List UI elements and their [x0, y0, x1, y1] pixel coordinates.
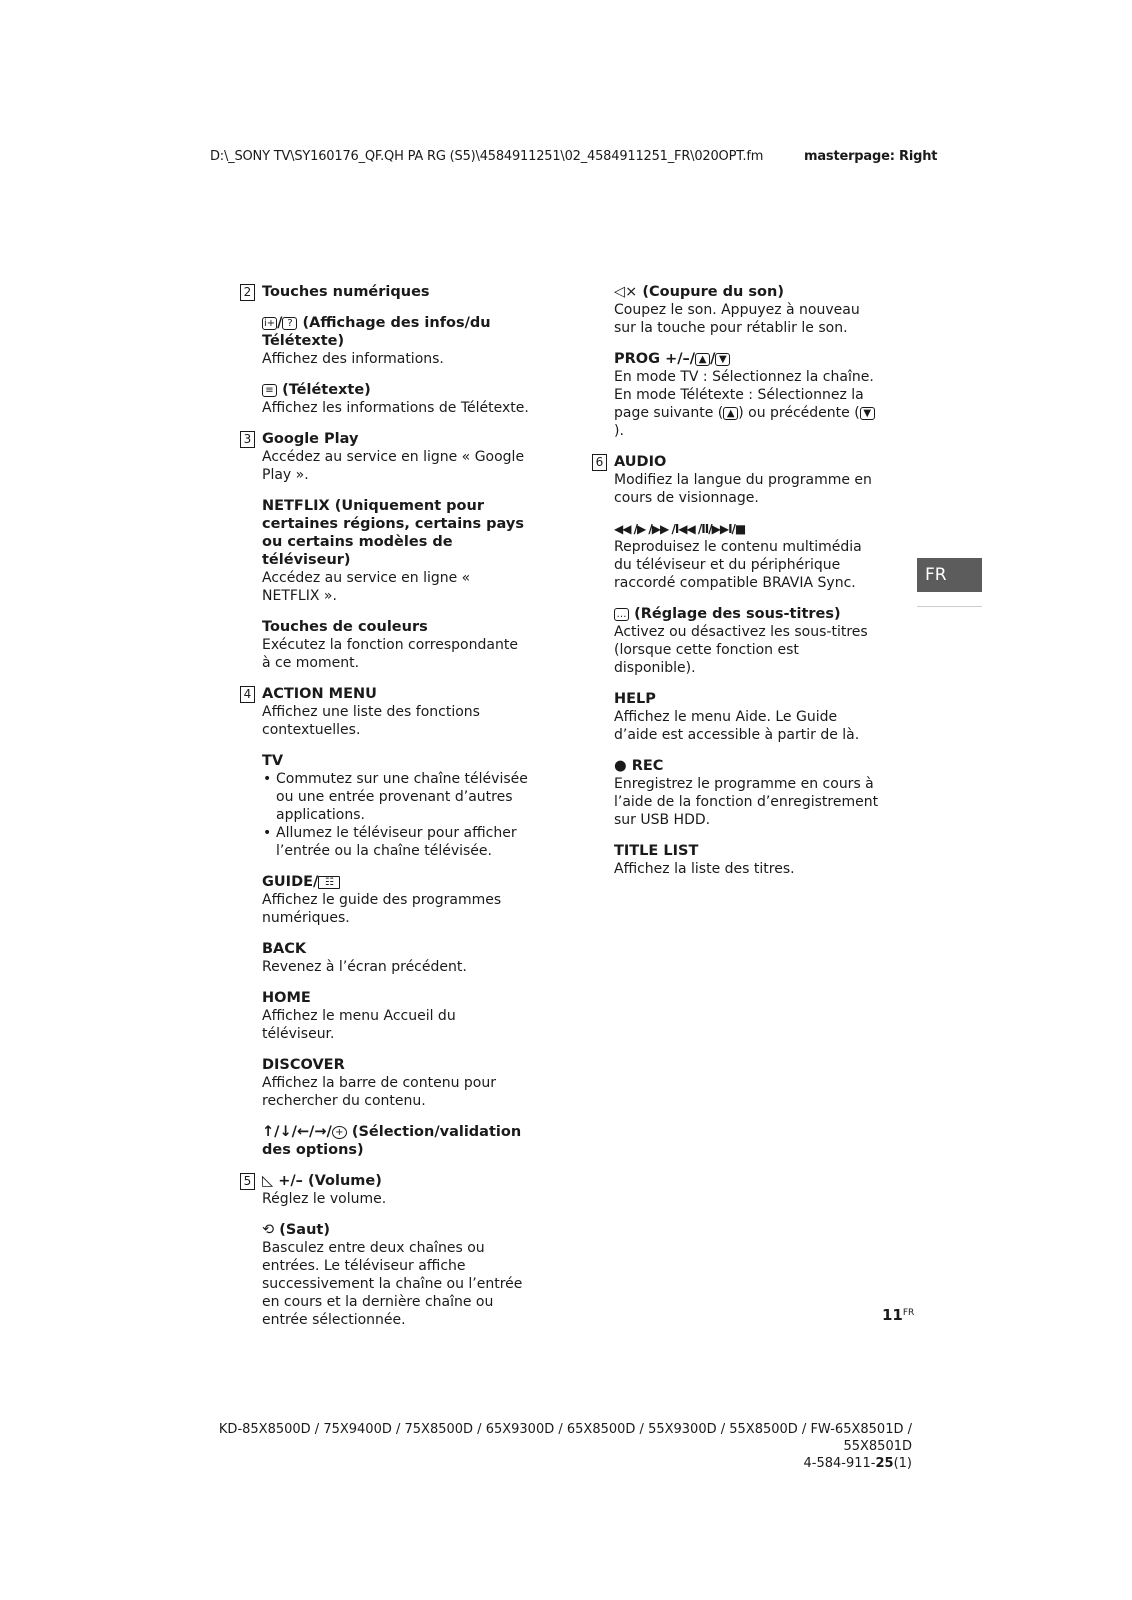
item-description: Accédez au service en ligne « NETFLIX ». [262, 570, 471, 604]
item-description: Affichez des informations. [262, 351, 444, 367]
item-title: HOME [262, 990, 311, 1006]
footer [219, 1421, 912, 1472]
item-volume [262, 1172, 530, 1208]
item-description: Accédez au service en ligne « Google Play ». [262, 449, 525, 483]
item-title-text: (Affichage des infos/du Télétexte) [262, 315, 491, 349]
page-down-icon: ▼ [715, 353, 730, 366]
item-description: Reproduisez le contenu multimédia du téléviseur et du périphérique raccordé compatible BRAVIA Sync. [614, 539, 862, 591]
desc-text: En mode Télétexte : Sélectionnez la page suivante ( [614, 387, 864, 421]
description-line [614, 386, 882, 440]
item-description: Coupez le son. Appuyez à nouveau sur la touche pour rétablir le son. [614, 302, 860, 336]
item-title-text: (Saut) [279, 1222, 330, 1238]
item-help [614, 690, 882, 744]
teletext-icon: ≡ [262, 384, 277, 397]
item-title [614, 757, 882, 775]
teletext-question-icon: ? [282, 317, 297, 330]
list-item: • Allumez le téléviseur pour afficher l’entrée ou la chaîne télévisée. [276, 824, 530, 860]
right-column [592, 283, 882, 891]
item-description: Réglez le volume. [262, 1191, 387, 1207]
item-media-controls [614, 520, 882, 592]
section-6 [592, 453, 882, 878]
item-title-text: GUIDE/ [262, 874, 319, 890]
section-number: 4 [240, 686, 255, 703]
page-up-icon: ▲ [723, 407, 738, 420]
section-5-continued [592, 283, 882, 440]
arrow-keys-icon: ↑/↓/←/→/ [262, 1124, 332, 1140]
section-number: 5 [240, 1173, 255, 1190]
volume-wedge-icon: ◺ [262, 1173, 274, 1189]
item-title: HELP [614, 691, 656, 707]
item-description: Affichez le menu Aide. Le Guide d’aide est accessible à partir de là. [614, 709, 860, 743]
item-description: Exécutez la fonction correspondante à ce moment. [262, 637, 518, 671]
item-title: BACK [262, 941, 307, 957]
code-suffix: (1) [893, 1456, 912, 1471]
item-description: Affichez la barre de contenu pour rechercher du contenu. [262, 1075, 496, 1109]
item-title-text: +/– (Volume) [278, 1173, 382, 1189]
item-title: TV [262, 753, 284, 769]
guide-grid-icon: ☷ [318, 876, 340, 889]
item-description: Affichez le guide des programmes numériques. [262, 892, 502, 926]
item-description: Affichez les informations de Télétexte. [262, 400, 529, 416]
item-title: i+ / ? (Affichage des infos/du Télétexte) [262, 315, 491, 349]
description-line: En mode TV : Sélectionnez la chaîne. [614, 369, 874, 385]
page-number [882, 1306, 914, 1324]
item-home [262, 989, 530, 1043]
item-action-menu [262, 685, 530, 739]
section-2 [240, 283, 530, 417]
code-prefix: 4-584-911- [803, 1456, 876, 1471]
desc-text: ) ou précédente ( [738, 405, 860, 421]
item-select [262, 1123, 530, 1159]
record-dot-icon: ● [614, 758, 627, 774]
item-info [262, 314, 530, 368]
item-title-list [614, 842, 882, 878]
section-number: 6 [592, 454, 607, 471]
footer-models-line: KD-85X8500D / 75X9400D / 75X8500D / 65X9300D / 65X8500D / 55X9300D / 55X8500D / FW-65X8501D / [218, 1422, 912, 1437]
item-title: TITLE LIST [614, 843, 699, 859]
item-back [262, 940, 530, 976]
info-icon: i+ [264, 318, 276, 329]
section-5 [240, 1172, 530, 1329]
item-description: Affichez le menu Accueil du téléviseur. [262, 1008, 456, 1042]
subtitle-icon: … [614, 608, 629, 621]
item-title: Google Play [262, 431, 359, 447]
item-title-text: (Coupure du son) [642, 284, 784, 300]
item-title [262, 873, 530, 891]
item-title: NETFLIX (Uniquement pour certaines régions, certains pays ou certains modèles de téléviseur) [262, 498, 524, 568]
item-description: Modifiez la langue du programme en cours de visionnage. [614, 472, 872, 506]
footer-models-line: 55X8501D [843, 1439, 912, 1454]
media-controls-icon: ◀◀ /▶ /▶▶ /I◀◀ /II/▶▶I/■ [614, 522, 746, 536]
item-title [262, 381, 530, 399]
item-google-play [262, 430, 530, 484]
item-title-text: (Sélection/validation des options) [262, 1124, 522, 1158]
left-column [240, 283, 530, 1342]
header-file-path: D:\_SONY TV\SY160176_QF.QH PA RG (S5)\4584911251\02_4584911251_FR\020OPT.fm [210, 149, 764, 164]
item-description: Revenez à l’écran précédent. [262, 959, 467, 975]
item-description: Basculez entre deux chaînes ou entrées. Le téléviseur affiche successivement la chaîne ou l’entrée en cours et la dernière chaîne ou entrée sélectionnée. [262, 1240, 523, 1328]
item-description: Affichez la liste des titres. [614, 861, 795, 877]
item-rec [614, 757, 882, 829]
item-description [614, 368, 882, 440]
code-bold: 25 [875, 1456, 894, 1471]
jump-cycle-icon: ⟲ [262, 1222, 275, 1238]
desc-text: ). [614, 423, 624, 439]
item-title: DISCOVER [262, 1057, 345, 1073]
page-down-icon: ▼ [860, 407, 875, 420]
item-title [262, 1123, 530, 1159]
item-prog [614, 350, 882, 440]
item-discover [262, 1056, 530, 1110]
item-number-keys [262, 283, 530, 301]
header-masterpage: masterpage: Right [804, 149, 938, 164]
item-color-keys [262, 618, 530, 672]
page-number-suffix: FR [902, 1308, 915, 1318]
item-description: Affichez une liste des fonctions contextuelles. [262, 704, 480, 738]
language-tab-divider [917, 606, 982, 607]
enter-circle-icon: + [332, 1126, 347, 1139]
item-description: Activez ou désactivez les sous-titres (lorsque cette fonction est disponible). [614, 624, 868, 676]
section-number: 2 [240, 284, 255, 301]
page-up-icon: ▲ [695, 353, 710, 366]
item-title-text: REC [631, 758, 664, 774]
section-number: 3 [240, 431, 255, 448]
item-guide [262, 873, 530, 927]
item-title [614, 283, 882, 301]
item-title [262, 1221, 530, 1239]
item-title-text: PROG +/–/ [614, 351, 696, 367]
item-title: PROG +/–/ ▲ / ▼ [614, 350, 882, 368]
item-subtitles [614, 605, 882, 677]
section-3 [240, 430, 530, 672]
item-title [262, 1172, 530, 1190]
item-title-text: (Télétexte) [282, 382, 371, 398]
item-title: Touches numériques [262, 284, 430, 300]
language-tab: FR [917, 558, 982, 592]
mute-icon: ◁× [614, 284, 638, 300]
footer-code [219, 1455, 912, 1472]
item-mute [614, 283, 882, 337]
item-title: AUDIO [614, 454, 667, 470]
item-teletext [262, 381, 530, 417]
item-title [614, 605, 882, 623]
item-jump [262, 1221, 530, 1329]
item-title-text: (Réglage des sous-titres) [634, 606, 841, 622]
item-netflix [262, 497, 530, 605]
section-4 [240, 685, 530, 1159]
item-title: Touches de couleurs [262, 619, 428, 635]
bullet-list [262, 770, 530, 860]
page-number-value: 11 [882, 1306, 903, 1324]
list-item: • Commutez sur une chaîne télévisée ou une entrée provenant d’autres applications. [276, 770, 530, 824]
item-audio [614, 453, 882, 507]
item-tv [262, 752, 530, 860]
item-title: ACTION MENU [262, 686, 377, 702]
item-description: Enregistrez le programme en cours à l’aide de la fonction d’enregistrement sur USB HDD. [614, 776, 879, 828]
